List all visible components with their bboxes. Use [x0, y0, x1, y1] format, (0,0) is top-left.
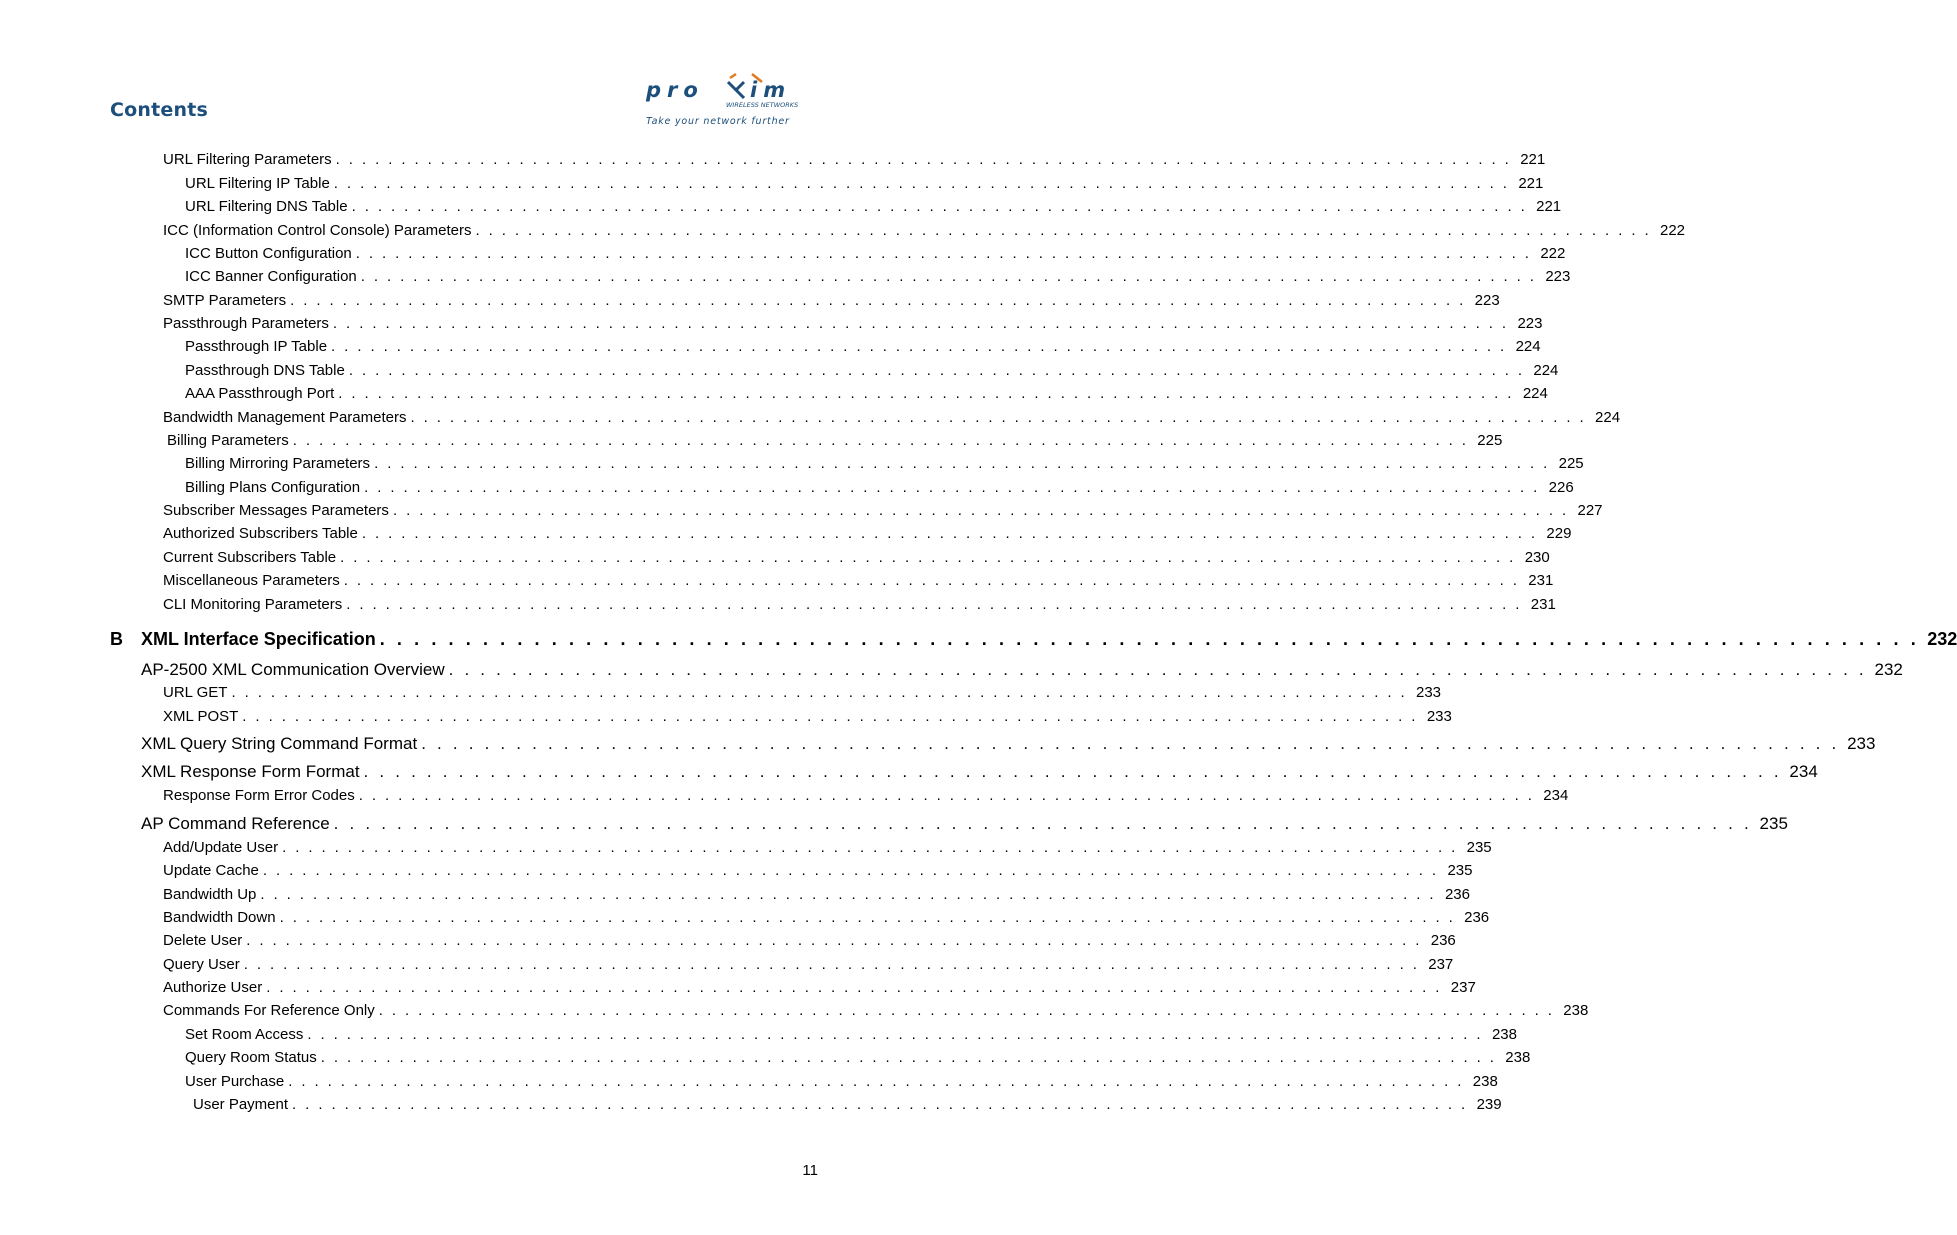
page-number: 11 [802, 1162, 818, 1179]
toc-entry-page: 237 [1428, 956, 1454, 973]
toc-entry-page: 237 [1450, 979, 1476, 996]
toc-entry[interactable] [185, 245, 1566, 262]
toc-entry-label: Miscellaneous Parameters [163, 572, 340, 589]
toc-entry-label: XML POST [163, 708, 239, 725]
toc-entry-page: 230 [1524, 549, 1550, 566]
toc-entry-page: 229 [1546, 525, 1572, 542]
toc-entry-page: 238 [1472, 1073, 1498, 1090]
toc-section[interactable] [141, 660, 1903, 680]
toc-entry[interactable] [163, 222, 1686, 239]
toc-entry-label: CLI Monitoring Parameters [163, 596, 343, 613]
dot-leader: . . . . . . . . . . . . . . . . . . . . . . . . . . . . . . . . . . . . . . . . . . . . . . . . . . . . . . . . . . . . . . . . . . . . . . . . . . . . . . . . . . . . . . . . . . [262, 862, 1439, 879]
toc-entry-label: XML Query String Command Format [141, 734, 418, 753]
toc-entry-label: Billing Mirroring Parameters [185, 455, 371, 472]
toc-entry-label: XML Interface Specification [141, 629, 376, 649]
dot-leader: . . . . . . . . . . . . . . . . . . . . . . . . . . . . . . . . . . . . . . . . . . . . . . . . . . . . . . . . . . . . . . . . . . . . . . . . . . . . . . . . . . . . . . . . . . [243, 956, 1420, 973]
dot-leader: . . . . . . . . . . . . . . . . . . . . . . . . . . . . . . . . . . . . . . . . . . . . . . . . . . . . . . . . . . . . . . . . . . . . . . . . . . . . . . . . . . . . . . . . . . [363, 762, 1782, 781]
dot-leader: . . . . . . . . . . . . . . . . . . . . . . . . . . . . . . . . . . . . . . . . . . . . . . . . . . . . . . . . . . . . . . . . . . . . . . . . . . . . . . . . . . . . . . . . . . [475, 222, 1652, 239]
toc-entry-page: 236 [1444, 886, 1470, 903]
toc-entry-page: 236 [1430, 932, 1456, 949]
dot-leader: . . . . . . . . . . . . . . . . . . . . . . . . . . . . . . . . . . . . . . . . . . . . . . . . . . . . . . . . . . . . . . . . . . . . . . . . . . . . . . . . . . . . . . . . . . [282, 839, 1458, 856]
dot-leader: . . . . . . . . . . . . . . . . . . . . . . . . . . . . . . . . . . . . . . . . . . . . . . . . . . . . . . . . . . . . . . . . . . . . . . . . . . . . . . . . . . . . . . . . . . [332, 315, 1509, 332]
toc-entry-label: Add/Update User [163, 839, 279, 856]
toc-entry-label: Current Subscribers Table [163, 549, 337, 566]
dot-leader: . . . . . . . . . . . . . . . . . . . . . . . . . . . . . . . . . . . . . . . . . . . . . . . . . . . . . . . . . . . . . . . . . . . . . . . . . . . . . . . . . . . . . . . . . . [246, 932, 1422, 949]
toc-entry-page: 223 [1517, 315, 1543, 332]
toc-entry-label: Billing Plans Configuration [185, 479, 361, 496]
toc-entry-label: Set Room Access [185, 1026, 304, 1043]
toc-entry-label: Subscriber Messages Parameters [163, 502, 389, 519]
toc-section[interactable] [141, 814, 1788, 834]
dot-leader: . . . . . . . . . . . . . . . . . . . . . . . . . . . . . . . . . . . . . . . . . . . . . . . . . . . . . . . . . . . . . . . . . . . . . . . . . . . . . . . . . . . . . . . . . . [320, 1049, 1497, 1066]
toc-entry[interactable] [163, 409, 1621, 426]
dot-leader: . . . . . . . . . . . . . . . . . . . . . . . . . . . . . . . . . . . . . . . . . . . . . . . . . . . . . . . . . . . . . . . . . . . . . . . . . . . . . . . . . . . . . . . . . . [292, 1096, 1468, 1113]
toc-entry[interactable] [163, 572, 1554, 589]
toc-entry-page: 238 [1505, 1049, 1531, 1066]
toc-entry-label: Bandwidth Up [163, 886, 257, 903]
toc-entry-page: 223 [1474, 292, 1500, 309]
dot-leader: . . . . . . . . . . . . . . . . . . . . . . . . . . . . . . . . . . . . . . . . . . . . . . . . . . . . . . . . . . . . . . . . . . . . . . . . . . . . . . . . . . . . . . . . . . [307, 1026, 1483, 1043]
toc-entry-page: 238 [1491, 1026, 1517, 1043]
dot-leader: . . . . . . . . . . . . . . . . . . . . . . . . . . . . . . . . . . . . . . . . . . . . . . . . . . . . . . . . . . . . . . . . . . . . . . . . . . . . . . . . . . . . . . . . . . [333, 175, 1510, 192]
toc-entry[interactable] [185, 455, 1584, 472]
toc-entry-page: 226 [1548, 479, 1574, 496]
toc-entry-page: 221 [1520, 151, 1546, 168]
toc-entry-page: 235 [1447, 862, 1473, 879]
dot-leader: . . . . . . . . . . . . . . . . . . . . . . . . . . . . . . . . . . . . . . . . . . . . . . . . . . . . . . . . . . . . . . . . . . . . . . . . . . . . . . . . . . . . . . . . . . [379, 629, 1920, 649]
toc-entry-label: ICC (Information Control Console) Parameters [163, 222, 472, 239]
dot-leader: . . . . . . . . . . . . . . . . . . . . . . . . . . . . . . . . . . . . . . . . . . . . . . . . . . . . . . . . . . . . . . . . . . . . . . . . . . . . . . . . . . . . . . . . . . [348, 362, 1525, 379]
toc-entry-label: Query Room Status [185, 1049, 317, 1066]
toc-entry-label: URL Filtering DNS Table [185, 198, 348, 215]
dot-leader: . . . . . . . . . . . . . . . . . . . . . . . . . . . . . . . . . . . . . . . . . . . . . . . . . . . . . . . . . . . . . . . . . . . . . . . . . . . . . . . . . . . . . . . . . . [361, 525, 1538, 542]
toc-entry[interactable] [185, 385, 1548, 402]
toc-entry-label: AAA Passthrough Port [185, 385, 335, 402]
toc-entry[interactable] [163, 684, 1442, 701]
toc-entry[interactable] [185, 479, 1574, 496]
dot-leader: . . . . . . . . . . . . . . . . . . . . . . . . . . . . . . . . . . . . . . . . . . . . . . . . . . . . . . . . . . . . . . . . . . . . . . . . . . . . . . . . . . . . . . . . . . [292, 432, 1469, 449]
dot-leader: . . . . . . . . . . . . . . . . . . . . . . . . . . . . . . . . . . . . . . . . . . . . . . . . . . . . . . . . . . . . . . . . . . . . . . . . . . . . . . . . . . . . . . . . . . [410, 409, 1587, 426]
toc-entry-label: Response Form Error Codes [163, 787, 355, 804]
toc-entry-label: Passthrough Parameters [163, 315, 329, 332]
dot-leader: . . . . . . . . . . . . . . . . . . . . . . . . . . . . . . . . . . . . . . . . . . . . . . . . . . . . . . . . . . . . . . . . . . . . . . . . . . . . . . . . . . . . . . . . . . [335, 151, 1512, 168]
dot-leader: . . . . . . . . . . . . . . . . . . . . . . . . . . . . . . . . . . . . . . . . . . . . . . . . . . . . . . . . . . . . . . . . . . . . . . . . . . . . . . . . . . . . . . . . . . [260, 886, 1436, 903]
toc-entry[interactable] [163, 502, 1603, 519]
dot-leader: . . . . . . . . . . . . . . . . . . . . . . . . . . . . . . . . . . . . . . . . . . . . . . . . . . . . . . . . . . . . . . . . . . . . . . . . . . . . . . . . . . . . . . . . . . [448, 660, 1867, 679]
toc-entry-label: User Purchase [185, 1073, 285, 1090]
toc-section[interactable] [141, 734, 1876, 754]
toc-entry[interactable] [185, 1073, 1498, 1090]
dot-leader: . . . . . . . . . . . . . . . . . . . . . . . . . . . . . . . . . . . . . . . . . . . . . . . . . . . . . . . . . . . . . . . . . . . . . . . . . . . . . . . . . . . . . . . . . . [346, 596, 1522, 613]
dot-leader: . . . . . . . . . . . . . . . . . . . . . . . . . . . . . . . . . . . . . . . . . . . . . . . . . . . . . . . . . . . . . . . . . . . . . . . . . . . . . . . . . . . . . . . . . . [279, 909, 1456, 926]
toc-entry-page: 233 [1847, 734, 1876, 753]
toc-entry-label: AP-2500 XML Communication Overview [141, 660, 445, 679]
dot-leader: . . . . . . . . . . . . . . . . . . . . . . . . . . . . . . . . . . . . . . . . . . . . . . . . . . . . . . . . . . . . . . . . . . . . . . . . . . . . . . . . . . . . . . . . . . [355, 245, 1532, 262]
toc-entry-label: User Payment [193, 1096, 289, 1113]
toc-entry-label: AP Command Reference [141, 814, 330, 833]
toc-entry-page: 225 [1477, 432, 1503, 449]
dot-leader: . . . . . . . . . . . . . . . . . . . . . . . . . . . . . . . . . . . . . . . . . . . . . . . . . . . . . . . . . . . . . . . . . . . . . . . . . . . . . . . . . . . . . . . . . . [378, 1002, 1555, 1019]
toc-entry[interactable] [163, 1002, 1589, 1019]
toc-entry-page: 231 [1528, 572, 1554, 589]
page-title: Contents [110, 99, 209, 121]
toc-entry-page: 234 [1543, 787, 1569, 804]
toc-entry[interactable] [163, 979, 1476, 996]
toc-entry-label: ICC Banner Configuration [185, 268, 357, 285]
toc-entry[interactable] [163, 956, 1454, 973]
toc-entry-page: 227 [1577, 502, 1603, 519]
toc-entry[interactable] [185, 175, 1544, 192]
toc-entry[interactable] [185, 338, 1541, 355]
toc-entry-page: 235 [1466, 839, 1492, 856]
svg-text:Take your network further: Take your network further [646, 116, 790, 127]
toc-entry-page: 235 [1759, 814, 1788, 833]
toc-section[interactable] [141, 762, 1818, 782]
toc-entry-page: 234 [1789, 762, 1818, 781]
toc-entry[interactable] [163, 862, 1473, 879]
toc-entry[interactable] [163, 886, 1470, 903]
toc-entry[interactable] [163, 151, 1546, 168]
dot-leader: . . . . . . . . . . . . . . . . . . . . . . . . . . . . . . . . . . . . . . . . . . . . . . . . . . . . . . . . . . . . . . . . . . . . . . . . . . . . . . . . . . . . . . . . . . [340, 549, 1516, 566]
toc-entry[interactable] [193, 1096, 1502, 1113]
svg-text:pro: pro [646, 78, 704, 102]
toc-entry-page: 232 [1927, 629, 1957, 649]
toc-entry-label: Bandwidth Down [163, 909, 276, 926]
dot-leader: . . . . . . . . . . . . . . . . . . . . . . . . . . . . . . . . . . . . . . . . . . . . . . . . . . . . . . . . . . . . . . . . . . . . . . . . . . . . . . . . . . . . . . . . . . [331, 338, 1507, 355]
toc-entry[interactable] [185, 362, 1559, 379]
dot-leader: . . . . . . . . . . . . . . . . . . . . . . . . . . . . . . . . . . . . . . . . . . . . . . . . . . . . . . . . . . . . . . . . . . . . . . . . . . . . . . . . . . . . . . . . . . [374, 455, 1550, 472]
toc-entry[interactable] [185, 268, 1571, 285]
dot-leader: . . . . . . . . . . . . . . . . . . . . . . . . . . . . . . . . . . . . . . . . . . . . . . . . . . . . . . . . . . . . . . . . . . . . . . . . . . . . . . . . . . . . . . . . . . [231, 684, 1408, 701]
dot-leader: . . . . . . . . . . . . . . . . . . . . . . . . . . . . . . . . . . . . . . . . . . . . . . . . . . . . . . . . . . . . . . . . . . . . . . . . . . . . . . . . . . . . . . . . . . [333, 814, 1752, 833]
toc-entry-label: Authorize User [163, 979, 263, 996]
toc-entry-page: 238 [1563, 1002, 1589, 1019]
dot-leader: . . . . . . . . . . . . . . . . . . . . . . . . . . . . . . . . . . . . . . . . . . . . . . . . . . . . . . . . . . . . . . . . . . . . . . . . . . . . . . . . . . . . . . . . . . [351, 198, 1528, 215]
toc-entry-label: Authorized Subscribers Table [163, 525, 358, 542]
toc-entry[interactable] [163, 787, 1569, 804]
dot-leader: . . . . . . . . . . . . . . . . . . . . . . . . . . . . . . . . . . . . . . . . . . . . . . . . . . . . . . . . . . . . . . . . . . . . . . . . . . . . . . . . . . . . . . . . . . [266, 979, 1442, 996]
toc-entry-page: 224 [1595, 409, 1621, 426]
dot-leader: . . . . . . . . . . . . . . . . . . . . . . . . . . . . . . . . . . . . . . . . . . . . . . . . . . . . . . . . . . . . . . . . . . . . . . . . . . . . . . . . . . . . . . . . . . [338, 385, 1514, 402]
toc-entry[interactable] [185, 198, 1562, 215]
toc-entry-page: 221 [1536, 198, 1562, 215]
dot-leader: . . . . . . . . . . . . . . . . . . . . . . . . . . . . . . . . . . . . . . . . . . . . . . . . . . . . . . . . . . . . . . . . . . . . . . . . . . . . . . . . . . . . . . . . . . [421, 734, 1840, 753]
toc-entry-page: 233 [1426, 708, 1452, 725]
toc-entry-page: 239 [1476, 1096, 1502, 1113]
toc-entry[interactable] [163, 596, 1556, 613]
toc-entry[interactable] [163, 525, 1572, 542]
svg-text:WIRELESS NETWORKS: WIRELESS NETWORKS [726, 101, 799, 109]
toc-entry-label: XML Response Form Format [141, 762, 360, 781]
toc-entry-page: 224 [1522, 385, 1548, 402]
toc-entry[interactable] [163, 292, 1500, 309]
toc-entry-label: Passthrough DNS Table [185, 362, 345, 379]
toc-entry-label: ICC Button Configuration [185, 245, 352, 262]
toc-entry-label: Commands For Reference Only [163, 1002, 375, 1019]
toc-entry-page: 225 [1558, 455, 1584, 472]
dot-leader: . . . . . . . . . . . . . . . . . . . . . . . . . . . . . . . . . . . . . . . . . . . . . . . . . . . . . . . . . . . . . . . . . . . . . . . . . . . . . . . . . . . . . . . . . . [288, 1073, 1464, 1090]
toc-entry-label: Passthrough IP Table [185, 338, 328, 355]
toc-entry-page: 222 [1660, 222, 1686, 239]
appendix-letter: B [110, 629, 123, 649]
toc-entry-label: SMTP Parameters [163, 292, 287, 309]
dot-leader: . . . . . . . . . . . . . . . . . . . . . . . . . . . . . . . . . . . . . . . . . . . . . . . . . . . . . . . . . . . . . . . . . . . . . . . . . . . . . . . . . . . . . . . . . . [290, 292, 1466, 309]
toc-entry-label: Update Cache [163, 862, 259, 879]
svg-text:im: im [750, 78, 792, 102]
dot-leader: . . . . . . . . . . . . . . . . . . . . . . . . . . . . . . . . . . . . . . . . . . . . . . . . . . . . . . . . . . . . . . . . . . . . . . . . . . . . . . . . . . . . . . . . . . [358, 787, 1535, 804]
toc-entry[interactable] [163, 839, 1492, 856]
toc-appendix[interactable] [141, 629, 1957, 650]
toc-entry[interactable] [163, 549, 1550, 566]
toc-entry-page: 223 [1545, 268, 1571, 285]
toc-entry[interactable] [163, 315, 1543, 332]
toc-entry[interactable] [163, 932, 1456, 949]
toc-entry-page: 233 [1416, 684, 1442, 701]
toc-entry-label: URL Filtering IP Table [185, 175, 330, 192]
toc-entry-label: URL GET [163, 684, 228, 701]
toc-entry-page: 221 [1518, 175, 1544, 192]
dot-leader: . . . . . . . . . . . . . . . . . . . . . . . . . . . . . . . . . . . . . . . . . . . . . . . . . . . . . . . . . . . . . . . . . . . . . . . . . . . . . . . . . . . . . . . . . . [242, 708, 1418, 725]
toc-entry-page: 231 [1530, 596, 1556, 613]
toc-entry-label: URL Filtering Parameters [163, 151, 332, 168]
toc-entry-page: 222 [1540, 245, 1566, 262]
dot-leader: . . . . . . . . . . . . . . . . . . . . . . . . . . . . . . . . . . . . . . . . . . . . . . . . . . . . . . . . . . . . . . . . . . . . . . . . . . . . . . . . . . . . . . . . . . [360, 268, 1537, 285]
dot-leader: . . . . . . . . . . . . . . . . . . . . . . . . . . . . . . . . . . . . . . . . . . . . . . . . . . . . . . . . . . . . . . . . . . . . . . . . . . . . . . . . . . . . . . . . . . [343, 572, 1520, 589]
toc-entry-page: 224 [1533, 362, 1559, 379]
dot-leader: . . . . . . . . . . . . . . . . . . . . . . . . . . . . . . . . . . . . . . . . . . . . . . . . . . . . . . . . . . . . . . . . . . . . . . . . . . . . . . . . . . . . . . . . . . [392, 502, 1569, 519]
toc-entry[interactable] [163, 909, 1490, 926]
toc-entry-label: Delete User [163, 932, 243, 949]
toc-entry-page: 232 [1874, 660, 1903, 679]
toc-entry-label: Bandwidth Management Parameters [163, 409, 407, 426]
toc-entry-label: Billing Parameters [167, 432, 289, 449]
toc-entry-page: 224 [1515, 338, 1541, 355]
toc-entry[interactable] [185, 1026, 1517, 1043]
toc-entry[interactable] [163, 708, 1452, 725]
toc-entry[interactable] [185, 1049, 1531, 1066]
toc-entry[interactable] [167, 432, 1503, 449]
dot-leader: . . . . . . . . . . . . . . . . . . . . . . . . . . . . . . . . . . . . . . . . . . . . . . . . . . . . . . . . . . . . . . . . . . . . . . . . . . . . . . . . . . . . . . . . . . [364, 479, 1540, 496]
toc-entry-label: Query User [163, 956, 240, 973]
toc-entry-page: 236 [1464, 909, 1490, 926]
